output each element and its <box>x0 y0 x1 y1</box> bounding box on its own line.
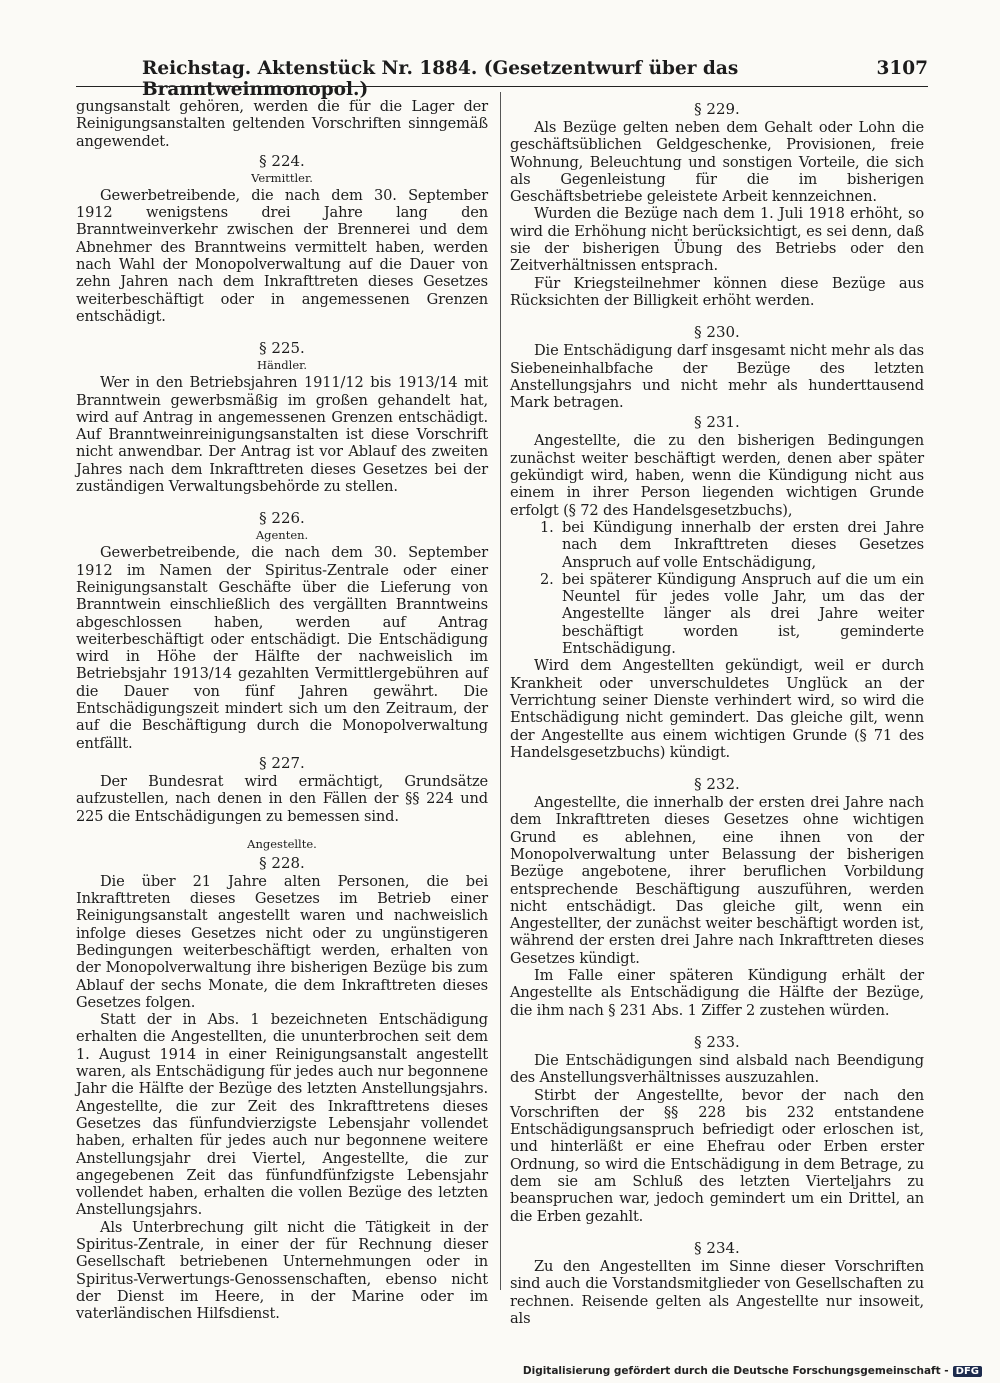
footer-text: Digitalisierung gefördert durch die Deutsche Forschungsgemeinschaft - <box>522 1365 949 1377</box>
section-heading-229: § 229. <box>694 100 740 118</box>
page-number: 3107 <box>876 58 928 79</box>
section-228-paragraph-1: Die über 21 Jahre alten Personen, die bei Inkrafttreten dieses Gesetzes im Betrieb einer Reinigungsanstalt angestellt waren und nachweislich infolge dieses Gesetzes nicht oder zu ungünstigeren Bedingungen weiterbeschäftigt werden, erhalten von der Monopolverwaltung ihre bisherigen Bezüge bis zum Ablauf der sechs Monate, die dem Inkrafttreten dieses Gesetzes folgen. <box>76 872 488 1011</box>
list-item-text: bei späterer Kündigung Anspruch auf die um ein Neuntel für jedes volle Jahr, um das der Angestellte länger als drei Jahre weiter beschäftigt worden ist, geminderte Entschädigung. <box>562 570 924 658</box>
section-229-paragraph-2: Wurden die Bezüge nach dem 1. Juli 1918 erhöht, so wird die Erhöhung nicht berücksichtigt, es sei denn, daß sie der bisherigen Übung des Betriebs oder den Zeitverhältnissen entsprach. <box>510 205 924 275</box>
column-divider <box>500 92 501 1290</box>
list-item-number: 1. <box>540 518 554 536</box>
section-226-paragraph: Gewerbetreibende, die nach dem 30. September 1912 im Namen der Spiritus-Zentrale oder einer Reinigungsanstalt Geschäfte über die Lieferung von Branntwein einschließlich des vergällten Branntweins abgeschlossen haben, werden auf Antrag weiterbeschäftigt oder entschädigt. Die Entschädigung wird in Höhe der Hälfte der nachweislich im Betriebsjahr 1913/14 gezahlten Vermittlergebühren auf die Dauer von fünf Jahren gewährt. Die Entschädigungszeit mindert sich um den Zeitraum, der auf die Beschäftigung durch die Monopolverwaltung entfällt. <box>76 544 488 752</box>
section-228-paragraph-2: Statt der in Abs. 1 bezeichneten Entschädigung erhalten die Angestellten, die ununterbrochen seit dem 1. August 1914 in einer Reinigungsanstalt angestellt waren, als Entschädigung für jedes auch nur begonnene Jahr die Hälfte der Bezüge des letzten Anstellungsjahrs. Angestellte, die zur Zeit des Inkrafttretens dieses Gesetzes das fünfundvierzigste Lebensjahr vollendet haben, erhalten für jedes auch nur begonnene weitere Anstellungsjahr drei Viertel, Angestellte, die zur angegebenen Zeit das fünfundfünfzigste Lebensjahr vollendet haben, erhalten die vollen Bezüge des letzten Anstellungsjahrs. <box>76 1011 488 1219</box>
section-230-paragraph: Die Entschädigung darf insgesamt nicht mehr als das Siebeneinhalbfache der Bezüge des letzten Anstellungsjahrs und nicht mehr als hunderttausend Mark betragen. <box>510 342 924 412</box>
section-subtitle-228: Angestellte. <box>247 836 317 851</box>
section-229-paragraph-3: Für Kriegsteilnehmer können diese Bezüge aus Rücksichten der Billigkeit erhöht werden. <box>510 274 924 309</box>
section-heading-231: § 231. <box>694 413 740 432</box>
section-heading-226: § 226. <box>259 509 305 528</box>
dfg-logo: DFG <box>953 1366 982 1377</box>
section-heading-228: § 228. <box>259 853 305 872</box>
section-heading-225: § 225. <box>259 339 305 358</box>
section-224-paragraph: Gewerbetreibende, die nach dem 30. September 1912 wenigstens drei Jahre lang den Branntweinverkehr zwischen der Brennerei und dem Abnehmer des Branntweins vermittelt haben, werden nach Wahl der Monopolverwaltung auf die Dauer von zehn Jahren nach dem Inkrafttreten dieses Gesetzes weiterbeschäftigt oder in angemessenen Grenzen entschädigt. <box>76 186 488 325</box>
section-231-list <box>510 519 924 657</box>
section-subtitle-225: Händler. <box>256 358 308 373</box>
left-column <box>76 98 488 1323</box>
digitization-credit <box>523 1365 982 1377</box>
header-title: Reichstag. Aktenstück Nr. 1884. (Gesetzentwurf über das Branntweinmonopol.) <box>142 58 739 100</box>
section-228-paragraph-3: Als Unterbrechung gilt nicht die Tätigkeit in der Spiritus-Zentrale, in einer der für Rechnung dieser Gesellschaft betriebenen Unternehmungen oder in Spiritus-Verwertungs-Genossenschaften, ebenso nicht der Dienst im Heere, in der Marine oder im vaterländischen Hilfsdienst. <box>76 1218 488 1323</box>
section-heading-234: § 234. <box>694 1238 740 1257</box>
header-rule <box>76 86 928 87</box>
section-225-paragraph: Wer in den Betriebsjahren 1911/12 bis 1913/14 mit Branntwein gewerbsmäßig im großen gehandelt hat, wird auf Antrag in angemessenen Grenzen entschädigt. Auf Branntweinreinigungsanstalten ist diese Vorschrift nicht anwendbar. Der Antrag ist vor Ablauf des zweiten Jahres nach dem Inkrafttreten dieses Gesetzes bei der zuständigen Verwaltungsbehörde zu stellen. <box>76 374 488 496</box>
section-227-paragraph: Der Bundesrat wird ermächtigt, Grundsätze aufzustellen, nach denen in den Fällen der §§ 224 und 225 die Entschädigungen zu bemessen sind. <box>76 772 488 825</box>
section-heading-227: § 227. <box>259 753 305 772</box>
list-item <box>510 519 924 571</box>
section-232-paragraph-1: Angestellte, die innerhalb der ersten drei Jahre nach dem Inkrafttreten dieses Gesetzes ohne wichtigen Grund es ablehnen, eine ihnen von der Monopolverwaltung unter Belassung der bisherigen Bezüge angebotene, ihrer beruflichen Vorbildung entsprechende Beschäftigung auszuführen, werden nicht entschädigt. Das gleiche gilt, wenn ein Angestellter, der zunächst weiter beschäftigt worden ist, während der ersten drei Jahre nach Inkrafttreten dieses Gesetzes kündigt. <box>510 794 924 967</box>
page-header <box>76 56 928 100</box>
section-heading-230: § 230. <box>694 323 740 342</box>
section-232-paragraph-2: Im Falle einer späteren Kündigung erhält der Angestellte als Entschädigung die Hälfte der Bezüge, die ihm nach § 231 Abs. 1 Ziffer 2 zustehen würden. <box>510 967 924 1019</box>
section-231-paragraph-1: Angestellte, die zu den bisherigen Bedingungen zunächst weiter beschäftigt werden, denen aber später gekündigt wird, haben, wenn die Kündigung nicht aus einem in ihrer Person liegenden wichtigen Grunde erfolgt (§ 72 des Handelsgesetzbuchs), <box>510 432 924 519</box>
list-item-text: bei Kündigung innerhalb der ersten drei Jahre nach dem Inkrafttreten dieses Gesetzes Anspruch auf volle Entschädigung, <box>562 518 924 571</box>
section-heading-232: § 232. <box>694 775 740 794</box>
section-234-paragraph: Zu den Angestellten im Sinne dieser Vorschriften sind auch die Vorstandsmitglieder von Gesellschaften zu rechnen. Reisende gelten als Angestellte nur insoweit, als <box>510 1257 924 1327</box>
list-item-number: 2. <box>540 570 554 588</box>
right-column <box>510 98 924 1327</box>
list-item <box>510 571 924 657</box>
continuation-paragraph: gungsanstalt gehören, werden die für die Lager der Reinigungsanstalten geltenden Vorschriften sinngemäß angewendet. <box>76 98 488 150</box>
section-subtitle-226: Agenten. <box>255 528 309 543</box>
section-233-paragraph-1: Die Entschädigungen sind alsbald nach Beendigung des Anstellungsverhältnisses auszuzahlen. <box>510 1051 924 1087</box>
section-subtitle-224: Vermittler. <box>251 170 313 185</box>
section-231-paragraph-2: Wird dem Angestellten gekündigt, weil er durch Krankheit oder unverschuldetes Unglück an der Verrichtung seiner Dienste verhindert wird, so wird die Entschädigung nicht gemindert. Das gleiche gilt, wenn der Angestellte aus einem wichtigen Grunde (§ 71 des Handelsgesetzbuchs) kündigt. <box>510 657 924 761</box>
section-heading-224: § 224. <box>259 151 305 170</box>
section-229-paragraph-1: Als Bezüge gelten neben dem Gehalt oder Lohn die geschäftsüblichen Geldgeschenke, Provisionen, freie Wohnung, Beleuchtung und sonstigen Vorteile, die sich als Gegenleistung für die im bisherigen Geschäftsbetriebe geleistete Arbeit kennzeichnen. <box>510 119 924 206</box>
section-heading-233: § 233. <box>694 1032 740 1051</box>
section-233-paragraph-2: Stirbt der Angestellte, bevor der nach den Vorschriften der §§ 228 bis 232 entstandene Entschädigungsanspruch befriedigt oder erloschen ist, und hinterläßt er eine Ehefrau oder Erben erster Ordnung, so wird die Entschädigung in dem Betrage, zu dem sie am Schluß des letzten Vierteljahrs zu beanspruchen war, jedoch gemindert um ein Drittel, an die Erben gezahlt. <box>510 1086 924 1225</box>
